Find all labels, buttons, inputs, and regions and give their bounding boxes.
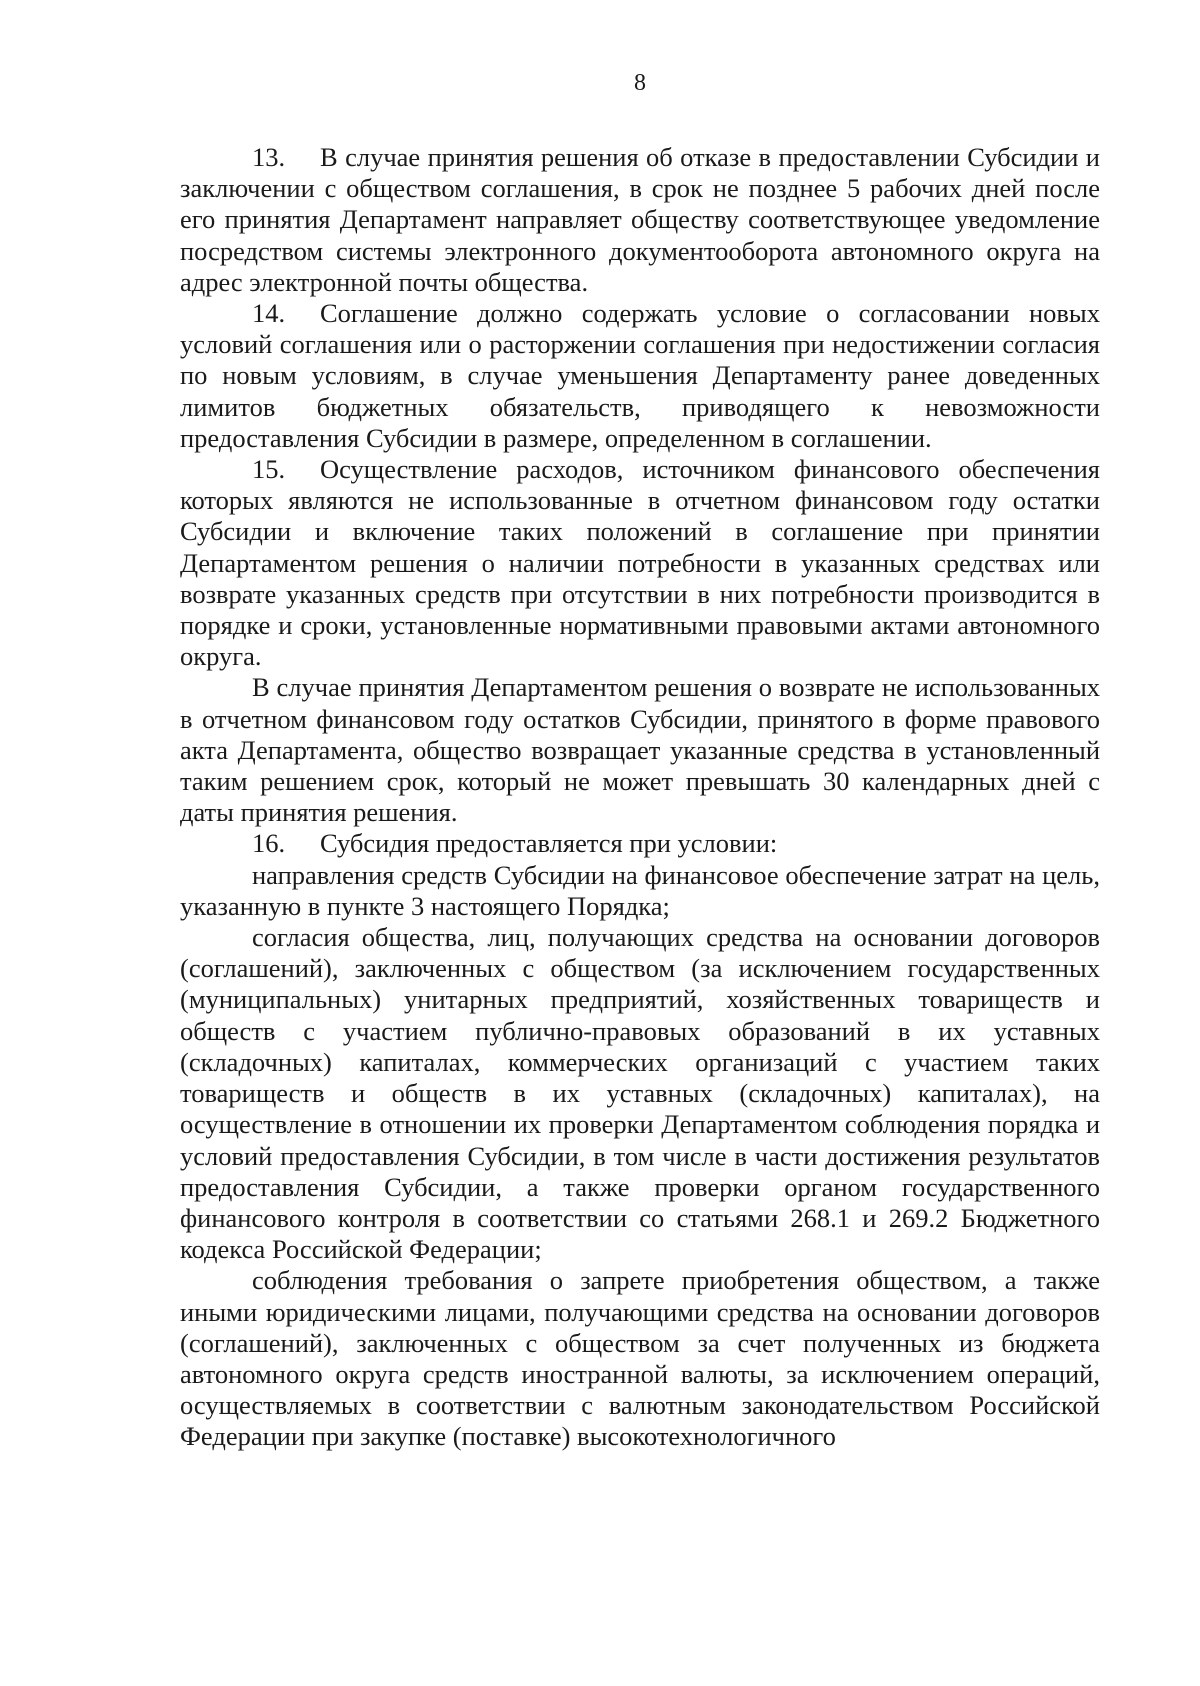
paragraph-text: Субсидия предоставляется при условии: [320, 828, 778, 859]
condition-funds-direction [180, 860, 1100, 922]
paragraph-text: Осуществление расходов, источником финансового обеспечения которых являются не использованные в отчетном финансовом году остатки Субсидии и включение таких положений в соглашение при принятии Департаментом решения о наличии потребности в указанных средствах или возврате указанных средств при отсутствии в них потребности производится в порядке и сроки, установленные нормативными правовыми актами автономного округа. [180, 454, 1100, 672]
document-body [180, 142, 1100, 1453]
paragraph-text: согласия общества, лиц, получающих средства на основании договоров (соглашений), заключенных с обществом (за исключением государственных (муниципальных) унитарных предприятий, хозяйственных товариществ и обществ с участием публично-правовых образований в их уставных (складочных) капиталах, коммерческих организаций с участием таких товариществ и обществ в их уставных (складочных) капиталах), на осуществление в отношении их проверки Департаментом соблюдения порядка и условий предоставления Субсидии, в том числе в части достижения результатов предоставления Субсидии, а также проверки органом государственного финансового контроля в соответствии со статьями 268.1 и 269.2 Бюджетного кодекса Российской Федерации; [180, 922, 1100, 1265]
paragraph-14 [180, 298, 1100, 454]
condition-currency-ban [180, 1265, 1100, 1452]
condition-consent-inspection [180, 922, 1100, 1265]
paragraph-text: соблюдения требования о запрете приобретения обществом, а также иными юридическими лицами, получающими средства на основании договоров (соглашений), заключенных с обществом за счет полученных из бюджета автономного округа средств иностранной валюты, за исключением операций, осуществляемых в соответствии с валютным законодательством Российской Федерации при закупке (поставке) высокотехнологичного [180, 1265, 1100, 1452]
paragraph-15 [180, 454, 1100, 672]
paragraph-text: Соглашение должно содержать условие о согласовании новых условий соглашения или о расторжении соглашения при недостижении согласия по новым условиям, в случае уменьшения Департаменту ранее доведенных лимитов бюджетных обязательств, приводящего к невозможности предоставления Субсидии в размере, определенном в соглашении. [180, 298, 1100, 453]
paragraph-text: В случае принятия Департаментом решения о возврате не использованных в отчетном финансовом году остатков Субсидии, принятого в форме правового акта Департамента, общество возвращает указанные средства в установленный таким решением срок, который не может превышать 30 календарных дней с даты принятия решения. [180, 672, 1100, 828]
paragraph-number: 14. [252, 298, 286, 329]
paragraph-16 [180, 828, 1100, 859]
paragraph-13 [180, 142, 1100, 298]
paragraph-text: направления средств Субсидии на финансовое обеспечение затрат на цель, указанную в пункте 3 настоящего Порядка; [180, 859, 1100, 921]
page-number: 8 [634, 70, 646, 96]
paragraph-text: В случае принятия решения об отказе в предоставлении Субсидии и заключении с обществом соглашения, в срок не позднее 5 рабочих дней после его принятия Департамент направляет обществу соответствующее уведомление посредством системы электронного документооборота автономного округа на адрес электронной почты общества. [180, 142, 1100, 297]
paragraph-number: 16. [252, 828, 286, 859]
paragraph-number: 15. [252, 454, 286, 485]
paragraph-15-refund [180, 672, 1100, 828]
paragraph-number: 13. [252, 142, 286, 172]
